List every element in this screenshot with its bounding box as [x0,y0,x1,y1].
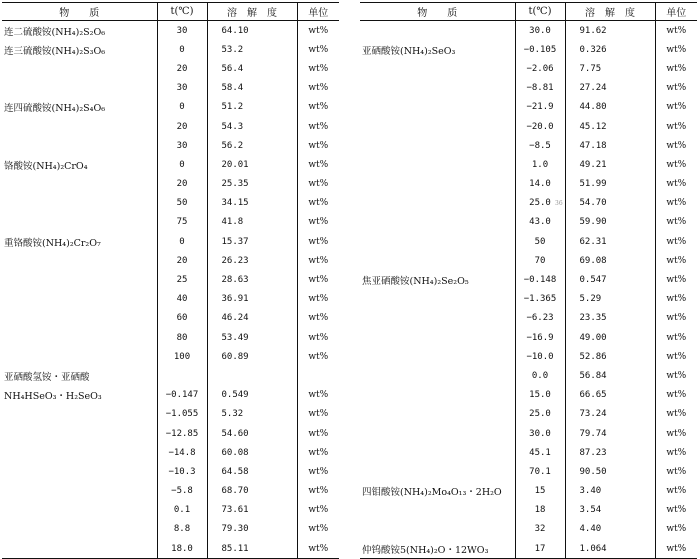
unit-cell: wt% [297,309,339,328]
unit-cell: wt% [655,117,697,136]
temperature-cell: 70.1 [515,462,565,481]
table-row [2,136,339,155]
table-row [2,386,339,405]
table-row [360,117,697,136]
table-row [2,520,339,539]
solubility-cell: 27.24 [565,79,655,98]
table-row [2,539,339,559]
temperature-cell: 14.0 [515,175,565,194]
substance-cell [360,155,515,174]
solubility-cell: 73.24 [565,405,655,424]
temperature-cell: −21.9 [515,98,565,117]
substance-cell [360,98,515,117]
substance-cell [360,175,515,194]
table-row [360,366,697,385]
temperature-cell: −0.105 [515,40,565,59]
temperature-cell: 18.0 [157,539,207,559]
substance-cell [360,520,515,539]
solubility-cell: 79.30 [207,520,297,539]
substance-cell [2,328,157,347]
substance-cell [360,232,515,251]
unit-cell: wt% [297,79,339,98]
substance-cell: 亚硒酸铵(NH₄)₂SeO₃ [362,45,456,57]
table-row [2,347,339,366]
substance-cell [2,251,157,270]
table-row [360,98,697,117]
right-table-panel [360,2,697,559]
temperature-cell: 100 [157,347,207,366]
header-unit: 单位 [297,3,339,21]
table-row [2,424,339,443]
unit-cell: wt% [655,443,697,462]
solubility-cell: 52.86 [565,347,655,366]
solubility-cell: 34.15 [207,194,297,213]
temperature-cell: 20 [157,175,207,194]
temperature-cell: 20 [157,117,207,136]
temperature-cell: 0 [157,155,207,174]
table-row [360,443,697,462]
unit-cell: wt% [655,21,697,41]
unit-cell: wt% [297,443,339,462]
solubility-cell: 45.12 [565,117,655,136]
table-row [2,155,339,174]
table-row [360,520,697,539]
table-row [2,290,339,309]
solubility-cell: 56.84 [565,366,655,385]
table-row [2,98,339,117]
solubility-cell: 0.547 [565,270,655,289]
temperature-cell: 25.0 [515,405,565,424]
solubility-cell: 46.24 [207,309,297,328]
table-row [360,501,697,520]
solubility-cell: 60.08 [207,443,297,462]
solubility-cell: 53.2 [207,40,297,59]
unit-cell: wt% [297,482,339,501]
unit-cell: wt% [655,232,697,251]
unit-cell: wt% [655,309,697,328]
solubility-cell: 5.29 [565,290,655,309]
unit-cell: wt% [655,40,697,59]
temperature-cell: 45.1 [515,443,565,462]
table-row [2,501,339,520]
substance-cell [2,501,157,520]
table-row [360,194,697,213]
header-substance: 物 质 [360,3,515,21]
substance-cell [2,175,157,194]
temperature-cell: 0 [157,98,207,117]
substance-cell: 连二硫酸铵(NH₄)₂S₂O₆ [4,26,106,38]
table-row [360,405,697,424]
substance-cell [360,501,515,520]
unit-cell: wt% [297,424,339,443]
solubility-cell: 64.58 [207,462,297,481]
substance-cell [2,482,157,501]
temperature-cell: 30.0 [515,424,565,443]
substance-cell [2,136,157,155]
substance-cell [2,539,157,559]
temperature-cell: 20 [157,59,207,78]
substance-cell: 连四硫酸铵(NH₄)₂S₄O₆ [4,103,106,115]
table-row [2,232,339,251]
unit-cell: wt% [655,539,697,559]
substance-cell [360,21,515,41]
solubility-cell: 90.50 [565,462,655,481]
temperature-cell: 18 [515,501,565,520]
solubility-cell: 15.37 [207,232,297,251]
substance-cell [360,136,515,155]
temperature-cell: −8.5 [515,136,565,155]
substance-cell [2,117,157,136]
solubility-cell: 23.35 [565,309,655,328]
table-row [2,482,339,501]
solubility-cell: 0.549 [207,386,297,405]
temperature-cell: 75 [157,213,207,232]
substance-cell: NH₄HSeO₃・H₂SeO₃ [4,391,102,403]
unit-cell: wt% [655,501,697,520]
unit-cell: wt% [297,194,339,213]
substance-cell [360,405,515,424]
solubility-cell: 5.32 [207,405,297,424]
table-row [2,366,339,385]
temperature-cell: −5.8 [157,482,207,501]
table-row [2,309,339,328]
substance-cell [360,309,515,328]
table-row [2,462,339,481]
temperature-cell: 30 [157,21,207,41]
unit-cell: wt% [297,347,339,366]
table-row [360,290,697,309]
unit-cell: wt% [655,328,697,347]
table-row [360,386,697,405]
table-row [360,175,697,194]
unit-cell: wt% [655,194,697,213]
temperature-cell: −10.3 [157,462,207,481]
table-row [2,443,339,462]
solubility-cell: 54.60 [207,424,297,443]
solubility-cell: 28.63 [207,270,297,289]
unit-cell: wt% [655,155,697,174]
substance-cell [2,520,157,539]
temperature-cell: 30 [157,136,207,155]
solubility-cell: 64.10 [207,21,297,41]
solubility-cell: 49.00 [565,328,655,347]
unit-cell: wt% [297,328,339,347]
table-row [360,155,697,174]
substance-cell [2,290,157,309]
temperature-cell: −0.148 [515,270,565,289]
substance-cell: 重铬酸铵(NH₄)₂Cr₂O₇ [4,237,101,249]
unit-cell: wt% [297,136,339,155]
unit-cell: wt% [655,98,697,117]
temperature-cell: −0.147 [157,386,207,405]
substance-cell [2,79,157,98]
unit-cell: wt% [655,462,697,481]
header-unit: 单位 [655,3,697,21]
unit-cell: wt% [655,366,697,385]
substance-cell [360,251,515,270]
temperature-cell: 1.0 [515,155,565,174]
unit-cell: wt% [655,386,697,405]
temperature-cell: 0 [157,232,207,251]
solubility-cell: 54.70 [565,194,655,213]
substance-cell [2,347,157,366]
substance-cell: 焦亚硒酸铵(NH₄)₂Se₂O₅ [362,276,469,288]
solubility-cell: 26.23 [207,251,297,270]
solubility-cell: 1.064 [565,539,655,559]
table-row [2,328,339,347]
unit-cell: wt% [297,251,339,270]
temperature-cell: 30.0 [515,21,565,41]
substance-cell [360,79,515,98]
solubility-cell: 25.35 [207,175,297,194]
substance-cell [2,213,157,232]
temperature-cell: −20.0 [515,117,565,136]
substance-cell [360,386,515,405]
solubility-cell: 51.99 [565,175,655,194]
solubility-cell: 69.08 [565,251,655,270]
unit-cell: wt% [297,290,339,309]
substance-cell: 铬酸铵(NH₄)₂CrO₄ [4,160,88,172]
temperature-cell: 43.0 [515,213,565,232]
solubility-cell: 7.75 [565,59,655,78]
left-table-panel [2,2,339,559]
page-mark: 36 [555,200,563,207]
table-row [360,462,697,481]
substance-cell: 四钼酸铵(NH₄)₂Mo₄O₁₃・2H₂O [362,487,502,499]
substance-cell [360,59,515,78]
unit-cell: wt% [655,270,697,289]
table-row [360,232,697,251]
table-row [360,251,697,270]
substance-cell [360,443,515,462]
temperature-cell: −10.0 [515,347,565,366]
solubility-cell: 62.31 [565,232,655,251]
solubility-cell: 4.40 [565,520,655,539]
solubility-cell: 85.11 [207,539,297,559]
temperature-cell: 15 [515,482,565,501]
unit-cell: wt% [655,424,697,443]
table-header-row [2,3,339,21]
temperature-cell: −14.8 [157,443,207,462]
solubility-cell: 79.74 [565,424,655,443]
substance-cell: 亚硒酸氢铵・亚硒酸 [4,371,90,383]
table-header-row [360,3,697,21]
header-temperature: t(℃) [157,3,207,21]
table-row [2,194,339,213]
unit-cell: wt% [297,40,339,59]
solubility-table-right [360,2,697,559]
solubility-cell: 47.18 [565,136,655,155]
table-row [360,347,697,366]
solubility-cell: 68.70 [207,482,297,501]
table-row [360,40,697,59]
unit-cell: wt% [297,213,339,232]
table-row [2,117,339,136]
unit-cell: wt% [655,347,697,366]
solubility-cell: 51.2 [207,98,297,117]
table-row [360,79,697,98]
header-solubility: 溶 解 度 [565,3,655,21]
substance-cell [2,462,157,481]
solubility-cell: 3.40 [565,482,655,501]
unit-cell: wt% [297,98,339,117]
table-row [2,40,339,59]
solubility-cell: 36.91 [207,290,297,309]
solubility-cell: 91.62 [565,21,655,41]
substance-cell [2,59,157,78]
substance-cell [360,117,515,136]
temperature-cell: 20 [157,251,207,270]
table-row [360,213,697,232]
solubility-cell: 59.90 [565,213,655,232]
table-row [360,424,697,443]
substance-cell: 仲钨酸铵5(NH₄)₂O・12WO₃ [360,539,515,559]
table-row [360,539,697,559]
unit-cell: wt% [297,462,339,481]
table-row [2,21,339,41]
table-row [360,270,697,289]
table-row [360,482,697,501]
unit-cell: wt% [297,232,339,251]
solubility-cell: 44.80 [565,98,655,117]
solubility-cell: 54.3 [207,117,297,136]
temperature-cell: 25.0 [515,194,565,213]
table-row [2,79,339,98]
table-row [2,59,339,78]
temperature-cell: 25 [157,270,207,289]
temperature-cell: 8.8 [157,520,207,539]
unit-cell: wt% [297,520,339,539]
substance-cell [360,194,515,213]
unit-cell: wt% [297,539,339,559]
temperature-cell: 50 [157,194,207,213]
substance-cell [360,290,515,309]
temperature-cell: −1.365 [515,290,565,309]
table-row [2,213,339,232]
substance-cell [360,328,515,347]
unit-cell: wt% [655,175,697,194]
table-row [360,328,697,347]
unit-cell: wt% [655,136,697,155]
unit-cell: wt% [655,79,697,98]
unit-cell: wt% [297,21,339,41]
header-substance: 物 质 [2,3,157,21]
table-row [360,309,697,328]
solubility-table-left [2,2,339,559]
solubility-cell: 53.49 [207,328,297,347]
substance-cell [360,347,515,366]
temperature-cell: 30 [157,79,207,98]
temperature-cell: −8.81 [515,79,565,98]
solubility-cell: 41.8 [207,213,297,232]
temperature-cell: −2.06 [515,59,565,78]
temperature-cell: 0 [157,40,207,59]
unit-cell: wt% [655,290,697,309]
unit-cell: wt% [297,59,339,78]
unit-cell: wt% [297,155,339,174]
substance-cell [2,270,157,289]
table-row [360,136,697,155]
temperature-cell: 0.0 [515,366,565,385]
temperature-cell [157,366,207,385]
unit-cell: wt% [297,270,339,289]
solubility-cell: 87.23 [565,443,655,462]
table-row [2,175,339,194]
table-row [2,270,339,289]
table-row [360,59,697,78]
solubility-cell: 56.4 [207,59,297,78]
unit-cell: wt% [655,213,697,232]
substance-cell [2,405,157,424]
unit-cell: wt% [655,251,697,270]
unit-cell: wt% [297,175,339,194]
temperature-cell: −1.055 [157,405,207,424]
temperature-cell: 17 [515,539,565,559]
temperature-cell: 50 [515,232,565,251]
solubility-cell [207,366,297,385]
substance-cell: 连三硫酸铵(NH₄)₂S₃O₆ [4,45,106,57]
temperature-cell: 40 [157,290,207,309]
unit-cell: wt% [655,482,697,501]
temperature-cell: −16.9 [515,328,565,347]
temperature-cell: 15.0 [515,386,565,405]
substance-cell [2,424,157,443]
unit-cell: wt% [297,501,339,520]
solubility-cell: 49.21 [565,155,655,174]
table-row [360,21,697,41]
substance-cell [2,194,157,213]
substance-cell [2,309,157,328]
unit-cell: wt% [297,386,339,405]
unit-cell: wt% [297,117,339,136]
temperature-cell: −6.23 [515,309,565,328]
solubility-cell: 58.4 [207,79,297,98]
temperature-cell: 80 [157,328,207,347]
substance-cell [360,424,515,443]
table-row [2,405,339,424]
unit-cell [297,366,339,385]
solubility-cell: 73.61 [207,501,297,520]
substance-cell [360,366,515,385]
temperature-cell: 60 [157,309,207,328]
header-solubility: 溶 解 度 [207,3,297,21]
temperature-cell: 32 [515,520,565,539]
solubility-cell: 66.65 [565,386,655,405]
unit-cell: wt% [655,405,697,424]
unit-cell: wt% [297,405,339,424]
solubility-cell: 3.54 [565,501,655,520]
solubility-cell: 0.326 [565,40,655,59]
substance-cell [360,213,515,232]
left-table-body [2,21,339,559]
unit-cell: wt% [655,520,697,539]
unit-cell: wt% [655,59,697,78]
right-table-body [360,21,697,559]
header-temperature: t(℃) [515,3,565,21]
substance-cell [2,443,157,462]
solubility-cell: 56.2 [207,136,297,155]
solubility-cell: 20.01 [207,155,297,174]
temperature-cell: 70 [515,251,565,270]
table-row [2,251,339,270]
temperature-cell: 0.1 [157,501,207,520]
temperature-cell: −12.85 [157,424,207,443]
substance-cell [360,462,515,481]
solubility-cell: 60.89 [207,347,297,366]
